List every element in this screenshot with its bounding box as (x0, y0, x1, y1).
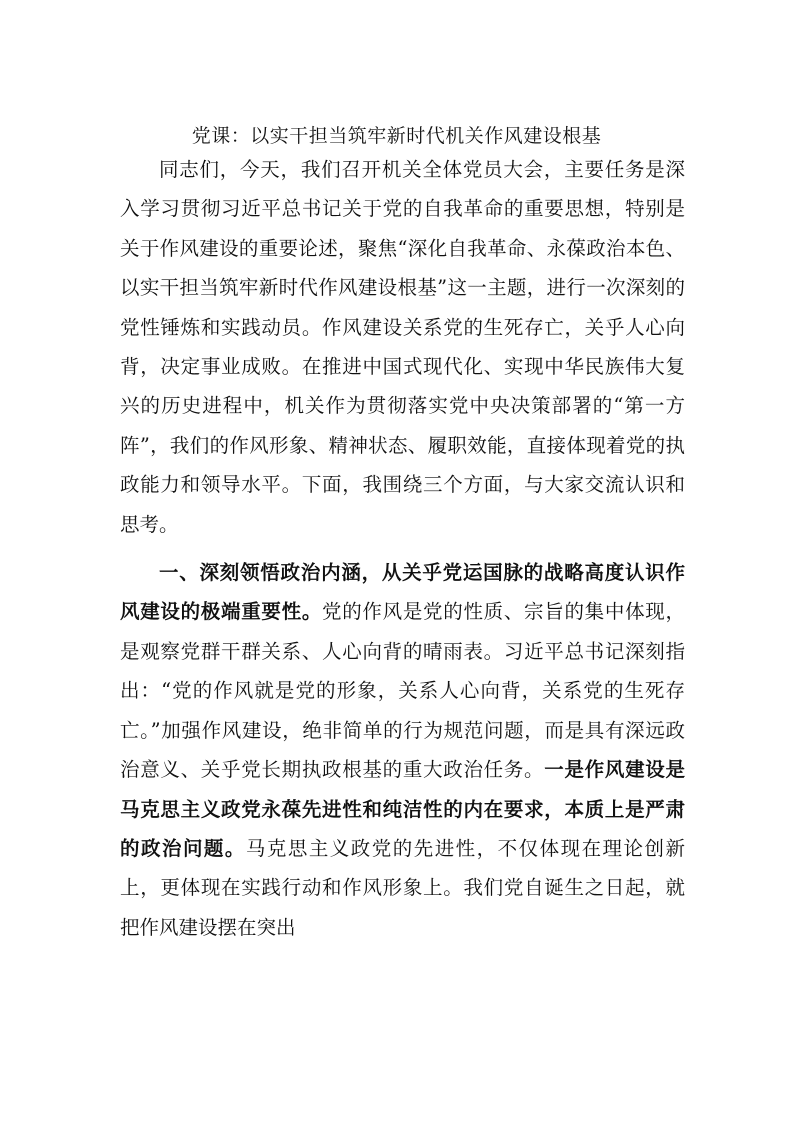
section-one-subheading: 一是作风建设是马克思主义政党永葆先进性和纯洁性的内在要求，本质上是严肃的政治问题。 (120, 758, 685, 860)
document-title: 党课：以实干担当筑牢新时代机关作风建设根基 (191, 125, 602, 147)
section-one-continuation: 马克思主义政党的先进性，不仅体现在理论创新上，更体现在实践行动和作风形象上。我们党自诞生之日起，就把作风建设摆在突出 (120, 836, 685, 939)
section-one-paragraph (120, 553, 685, 947)
intro-paragraph: 同志们，今天，我们召开机关全体党员大会，主要任务是深入学习贯彻习近平总书记关于党的自我革命的重要思想，特别是关于作风建设的重要论述，聚焦“深化自我革命、永葆政治本色、以实干担当筑牢新时代作风建设根基”这一主题，进行一次深刻的党性锤炼和实践动员。作风建设关系党的生死存亡，关乎人心向背，决定事业成败。在推进中国式现代化、实现中华民族伟大复兴的历史进程中，机关作为贯彻落实党中央决策部署的“第一方阵”，我们的作风形象、精神状态、履职效能，直接体现着党的执政能力和领导水平。下面，我围绕三个方面，与大家交流认识和思考。 (120, 158, 685, 536)
section-one-text: 党的作风是党的性质、宗旨的集中体现，是观察党群干群关系、人心向背的晴雨表。习近平总书记深刻指出：“党的作风就是党的形象，关系人心向背，关系党的生死存亡。”加强作风建设，绝非简单的行为规范问题，而是具有深远政治意义、关乎党长期执政根基的重大政治任务。 (120, 600, 685, 782)
section-one-heading: 一、深刻领悟政治内涵，从关乎党运国脉的战略高度认识作风建设的极端重要性。 (120, 561, 685, 624)
document-body (120, 150, 685, 947)
